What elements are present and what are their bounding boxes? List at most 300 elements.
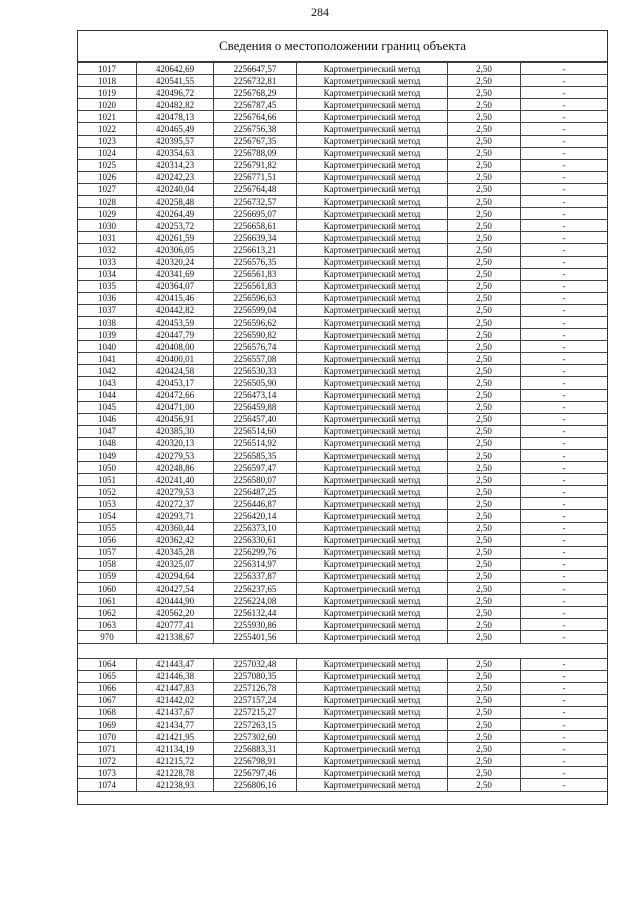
- accuracy-cell: 2,50: [448, 75, 521, 87]
- x-coordinate-cell: 420241,40: [137, 474, 214, 486]
- x-coordinate-cell: 420325,07: [137, 558, 214, 570]
- y-coordinate-cell: 2256580,07: [214, 474, 297, 486]
- table-row: [78, 111, 607, 123]
- y-coordinate-cell: 2256514,92: [214, 437, 297, 449]
- y-coordinate-cell: 2256314,97: [214, 558, 297, 570]
- method-cell: Картометрический метод: [297, 135, 448, 147]
- method-cell: Картометрический метод: [297, 111, 448, 123]
- point-number-cell: 1033: [78, 256, 137, 268]
- point-number-cell: 1062: [78, 607, 137, 619]
- description-cell: -: [521, 510, 608, 522]
- y-coordinate-cell: 2256514,60: [214, 425, 297, 437]
- point-number-cell: 1047: [78, 425, 137, 437]
- accuracy-cell: 2,50: [448, 631, 521, 643]
- method-cell: Картометрический метод: [297, 682, 448, 694]
- accuracy-cell: 2,50: [448, 159, 521, 171]
- description-cell: -: [521, 743, 608, 755]
- y-coordinate-cell: 2256788,09: [214, 147, 297, 159]
- table-row: [78, 196, 607, 208]
- y-coordinate-cell: 2256596,63: [214, 292, 297, 304]
- method-cell: Картометрический метод: [297, 99, 448, 111]
- y-coordinate-cell: 2255401,56: [214, 631, 297, 643]
- y-coordinate-cell: 2256585,35: [214, 450, 297, 462]
- x-coordinate-cell: 421446,38: [137, 670, 214, 682]
- y-coordinate-cell: 2256132,44: [214, 607, 297, 619]
- description-cell: -: [521, 232, 608, 244]
- accuracy-cell: 2,50: [448, 389, 521, 401]
- description-cell: -: [521, 183, 608, 195]
- y-coordinate-cell: 2256590,82: [214, 329, 297, 341]
- table-row: [78, 743, 607, 755]
- table-row: [78, 341, 607, 353]
- method-cell: Картометрический метод: [297, 570, 448, 582]
- table-row: [78, 208, 607, 220]
- y-coordinate-cell: 2257080,35: [214, 670, 297, 682]
- x-coordinate-cell: 421437,67: [137, 706, 214, 718]
- accuracy-cell: 2,50: [448, 135, 521, 147]
- y-coordinate-cell: 2256224,08: [214, 595, 297, 607]
- y-coordinate-cell: 2256732,57: [214, 196, 297, 208]
- accuracy-cell: 2,50: [448, 220, 521, 232]
- y-coordinate-cell: 2256597,47: [214, 462, 297, 474]
- x-coordinate-cell: 420261,59: [137, 232, 214, 244]
- x-coordinate-cell: 421442,02: [137, 694, 214, 706]
- x-coordinate-cell: 420253,72: [137, 220, 214, 232]
- method-cell: Картометрический метод: [297, 462, 448, 474]
- point-number-cell: 1046: [78, 413, 137, 425]
- y-coordinate-cell: 2257302,60: [214, 731, 297, 743]
- point-number-cell: 1018: [78, 75, 137, 87]
- x-coordinate-cell: 420360,44: [137, 522, 214, 534]
- x-coordinate-cell: 421228,78: [137, 767, 214, 779]
- y-coordinate-cell: 2255930,86: [214, 619, 297, 631]
- y-coordinate-cell: 2256787,45: [214, 99, 297, 111]
- x-coordinate-cell: 420320,24: [137, 256, 214, 268]
- y-coordinate-cell: 2256883,31: [214, 743, 297, 755]
- point-number-cell: 1022: [78, 123, 137, 135]
- point-number-cell: 1048: [78, 437, 137, 449]
- method-cell: Картометрический метод: [297, 607, 448, 619]
- table-row: [78, 135, 607, 147]
- x-coordinate-cell: 420306,05: [137, 244, 214, 256]
- method-cell: Картометрический метод: [297, 183, 448, 195]
- x-coordinate-cell: 420395,57: [137, 135, 214, 147]
- accuracy-cell: 2,50: [448, 583, 521, 595]
- description-cell: -: [521, 87, 608, 99]
- description-cell: -: [521, 682, 608, 694]
- accuracy-cell: 2,50: [448, 510, 521, 522]
- method-cell: Картометрический метод: [297, 731, 448, 743]
- table-row: [78, 658, 607, 670]
- coordinates-table: [78, 62, 607, 792]
- x-coordinate-cell: 421238,93: [137, 779, 214, 791]
- point-number-cell: 1049: [78, 450, 137, 462]
- x-coordinate-cell: 420408,00: [137, 341, 214, 353]
- y-coordinate-cell: 2257215,27: [214, 706, 297, 718]
- description-cell: -: [521, 256, 608, 268]
- x-coordinate-cell: 420442,82: [137, 304, 214, 316]
- table-row: [78, 280, 607, 292]
- y-coordinate-cell: 2256530,33: [214, 365, 297, 377]
- method-cell: Картометрический метод: [297, 743, 448, 755]
- table-row: [78, 232, 607, 244]
- accuracy-cell: 2,50: [448, 171, 521, 183]
- point-number-cell: 1069: [78, 718, 137, 730]
- accuracy-cell: 2,50: [448, 670, 521, 682]
- table-row: [78, 353, 607, 365]
- description-cell: -: [521, 377, 608, 389]
- point-number-cell: 1054: [78, 510, 137, 522]
- table-row: [78, 147, 607, 159]
- method-cell: Картометрический метод: [297, 87, 448, 99]
- x-coordinate-cell: 420427,54: [137, 583, 214, 595]
- y-coordinate-cell: 2256576,74: [214, 341, 297, 353]
- x-coordinate-cell: 420362,42: [137, 534, 214, 546]
- description-cell: -: [521, 304, 608, 316]
- table-row: [78, 486, 607, 498]
- y-coordinate-cell: 2256768,29: [214, 87, 297, 99]
- method-cell: Картометрический метод: [297, 171, 448, 183]
- accuracy-cell: 2,50: [448, 183, 521, 195]
- description-cell: -: [521, 462, 608, 474]
- description-cell: -: [521, 63, 608, 75]
- y-coordinate-cell: 2256459,88: [214, 401, 297, 413]
- description-cell: -: [521, 425, 608, 437]
- table-group-separator: [78, 643, 607, 658]
- description-cell: -: [521, 111, 608, 123]
- accuracy-cell: 2,50: [448, 377, 521, 389]
- description-cell: -: [521, 486, 608, 498]
- accuracy-cell: 2,50: [448, 462, 521, 474]
- description-cell: -: [521, 450, 608, 462]
- y-coordinate-cell: 2256771,51: [214, 171, 297, 183]
- method-cell: Картометрический метод: [297, 779, 448, 791]
- point-number-cell: 1063: [78, 619, 137, 631]
- description-cell: -: [521, 522, 608, 534]
- point-number-cell: 1038: [78, 316, 137, 328]
- accuracy-cell: 2,50: [448, 256, 521, 268]
- y-coordinate-cell: 2257157,24: [214, 694, 297, 706]
- accuracy-cell: 2,50: [448, 280, 521, 292]
- point-number-cell: 1058: [78, 558, 137, 570]
- description-cell: -: [521, 159, 608, 171]
- y-coordinate-cell: 2256767,35: [214, 135, 297, 147]
- x-coordinate-cell: 420294,64: [137, 570, 214, 582]
- description-cell: -: [521, 280, 608, 292]
- y-coordinate-cell: 2256797,46: [214, 767, 297, 779]
- x-coordinate-cell: 420456,91: [137, 413, 214, 425]
- y-coordinate-cell: 2256791,82: [214, 159, 297, 171]
- method-cell: Картометрический метод: [297, 437, 448, 449]
- description-cell: -: [521, 208, 608, 220]
- point-number-cell: 1034: [78, 268, 137, 280]
- point-number-cell: 1023: [78, 135, 137, 147]
- method-cell: Картометрический метод: [297, 474, 448, 486]
- method-cell: Картометрический метод: [297, 486, 448, 498]
- accuracy-cell: 2,50: [448, 147, 521, 159]
- description-cell: -: [521, 706, 608, 718]
- x-coordinate-cell: 421215,72: [137, 755, 214, 767]
- description-cell: -: [521, 292, 608, 304]
- point-number-cell: 1020: [78, 99, 137, 111]
- method-cell: Картометрический метод: [297, 694, 448, 706]
- description-cell: -: [521, 570, 608, 582]
- point-number-cell: 1051: [78, 474, 137, 486]
- point-number-cell: 1055: [78, 522, 137, 534]
- table-row: [78, 558, 607, 570]
- x-coordinate-cell: 420240,04: [137, 183, 214, 195]
- point-number-cell: 1036: [78, 292, 137, 304]
- y-coordinate-cell: 2256561,83: [214, 280, 297, 292]
- point-number-cell: 1029: [78, 208, 137, 220]
- accuracy-cell: 2,50: [448, 706, 521, 718]
- x-coordinate-cell: 420279,53: [137, 450, 214, 462]
- description-cell: -: [521, 329, 608, 341]
- method-cell: Картометрический метод: [297, 595, 448, 607]
- table-row: [78, 694, 607, 706]
- x-coordinate-cell: 420314,23: [137, 159, 214, 171]
- point-number-cell: 1070: [78, 731, 137, 743]
- table-row: [78, 268, 607, 280]
- description-cell: -: [521, 595, 608, 607]
- description-cell: -: [521, 718, 608, 730]
- accuracy-cell: 2,50: [448, 111, 521, 123]
- point-number-cell: 1042: [78, 365, 137, 377]
- x-coordinate-cell: 420364,07: [137, 280, 214, 292]
- y-coordinate-cell: 2256473,14: [214, 389, 297, 401]
- x-coordinate-cell: 420444,90: [137, 595, 214, 607]
- y-coordinate-cell: 2256557,08: [214, 353, 297, 365]
- y-coordinate-cell: 2256798,91: [214, 755, 297, 767]
- accuracy-cell: 2,50: [448, 304, 521, 316]
- point-number-cell: 1026: [78, 171, 137, 183]
- description-cell: -: [521, 365, 608, 377]
- accuracy-cell: 2,50: [448, 99, 521, 111]
- accuracy-cell: 2,50: [448, 232, 521, 244]
- description-cell: -: [521, 413, 608, 425]
- method-cell: Картометрический метод: [297, 341, 448, 353]
- point-number-cell: 1040: [78, 341, 137, 353]
- table-row: [78, 123, 607, 135]
- accuracy-cell: 2,50: [448, 779, 521, 791]
- point-number-cell: 1068: [78, 706, 137, 718]
- method-cell: Картометрический метод: [297, 244, 448, 256]
- y-coordinate-cell: 2256639,34: [214, 232, 297, 244]
- method-cell: Картометрический метод: [297, 220, 448, 232]
- method-cell: Картометрический метод: [297, 63, 448, 75]
- method-cell: Картометрический метод: [297, 619, 448, 631]
- table-row: [78, 670, 607, 682]
- method-cell: Картометрический метод: [297, 413, 448, 425]
- table-row: [78, 99, 607, 111]
- description-cell: -: [521, 546, 608, 558]
- x-coordinate-cell: 420345,28: [137, 546, 214, 558]
- method-cell: Картометрический метод: [297, 365, 448, 377]
- table-row: [78, 718, 607, 730]
- table-row: [78, 450, 607, 462]
- method-cell: Картометрический метод: [297, 583, 448, 595]
- accuracy-cell: 2,50: [448, 755, 521, 767]
- accuracy-cell: 2,50: [448, 474, 521, 486]
- point-number-cell: 1024: [78, 147, 137, 159]
- method-cell: Картометрический метод: [297, 196, 448, 208]
- point-number-cell: 1019: [78, 87, 137, 99]
- point-number-cell: 1059: [78, 570, 137, 582]
- table-row: [78, 607, 607, 619]
- table-row: [78, 437, 607, 449]
- table-row: [78, 304, 607, 316]
- y-coordinate-cell: 2256420,14: [214, 510, 297, 522]
- x-coordinate-cell: 420258,48: [137, 196, 214, 208]
- accuracy-cell: 2,50: [448, 316, 521, 328]
- accuracy-cell: 2,50: [448, 486, 521, 498]
- x-coordinate-cell: 420341,69: [137, 268, 214, 280]
- accuracy-cell: 2,50: [448, 425, 521, 437]
- table-row: [78, 619, 607, 631]
- method-cell: Картометрический метод: [297, 670, 448, 682]
- y-coordinate-cell: 2256732,81: [214, 75, 297, 87]
- y-coordinate-cell: 2256596,62: [214, 316, 297, 328]
- description-cell: -: [521, 670, 608, 682]
- y-coordinate-cell: 2256505,90: [214, 377, 297, 389]
- point-number-cell: 1043: [78, 377, 137, 389]
- accuracy-cell: 2,50: [448, 196, 521, 208]
- x-coordinate-cell: 420242,23: [137, 171, 214, 183]
- x-coordinate-cell: 420447,79: [137, 329, 214, 341]
- accuracy-cell: 2,50: [448, 619, 521, 631]
- table-row: [78, 329, 607, 341]
- method-cell: Картометрический метод: [297, 353, 448, 365]
- x-coordinate-cell: 420248,86: [137, 462, 214, 474]
- description-cell: -: [521, 171, 608, 183]
- method-cell: Картометрический метод: [297, 316, 448, 328]
- table-row: [78, 220, 607, 232]
- method-cell: Картометрический метод: [297, 718, 448, 730]
- y-coordinate-cell: 2256337,87: [214, 570, 297, 582]
- description-cell: -: [521, 401, 608, 413]
- y-coordinate-cell: 2257126,78: [214, 682, 297, 694]
- x-coordinate-cell: 420264,49: [137, 208, 214, 220]
- description-cell: -: [521, 558, 608, 570]
- method-cell: Картометрический метод: [297, 389, 448, 401]
- point-number-cell: 1072: [78, 755, 137, 767]
- y-coordinate-cell: 2256299,76: [214, 546, 297, 558]
- point-number-cell: 1057: [78, 546, 137, 558]
- accuracy-cell: 2,50: [448, 341, 521, 353]
- table-row: [78, 159, 607, 171]
- x-coordinate-cell: 420777,41: [137, 619, 214, 631]
- accuracy-cell: 2,50: [448, 558, 521, 570]
- method-cell: Картометрический метод: [297, 304, 448, 316]
- point-number-cell: 1037: [78, 304, 137, 316]
- point-number-cell: 1041: [78, 353, 137, 365]
- point-number-cell: 1073: [78, 767, 137, 779]
- description-cell: -: [521, 341, 608, 353]
- method-cell: Картометрический метод: [297, 631, 448, 643]
- method-cell: Картометрический метод: [297, 534, 448, 546]
- accuracy-cell: 2,50: [448, 607, 521, 619]
- y-coordinate-cell: 2256576,35: [214, 256, 297, 268]
- accuracy-cell: 2,50: [448, 743, 521, 755]
- accuracy-cell: 2,50: [448, 595, 521, 607]
- x-coordinate-cell: 420354,63: [137, 147, 214, 159]
- x-coordinate-cell: 421434,77: [137, 718, 214, 730]
- method-cell: Картометрический метод: [297, 159, 448, 171]
- method-cell: Картометрический метод: [297, 208, 448, 220]
- point-number-cell: 1056: [78, 534, 137, 546]
- point-number-cell: 1052: [78, 486, 137, 498]
- method-cell: Картометрический метод: [297, 546, 448, 558]
- description-cell: -: [521, 767, 608, 779]
- point-number-cell: 1017: [78, 63, 137, 75]
- table-row: [78, 779, 607, 791]
- method-cell: Картометрический метод: [297, 767, 448, 779]
- table-row: [78, 767, 607, 779]
- table-row: [78, 583, 607, 595]
- method-cell: Картометрический метод: [297, 329, 448, 341]
- point-number-cell: 1027: [78, 183, 137, 195]
- x-coordinate-cell: 420293,71: [137, 510, 214, 522]
- table-row: [78, 595, 607, 607]
- point-number-cell: 1071: [78, 743, 137, 755]
- x-coordinate-cell: 420272,37: [137, 498, 214, 510]
- description-cell: -: [521, 779, 608, 791]
- table-row: [78, 183, 607, 195]
- point-number-cell: 1060: [78, 583, 137, 595]
- point-number-cell: 1061: [78, 595, 137, 607]
- point-number-cell: 1045: [78, 401, 137, 413]
- table-row: [78, 706, 607, 718]
- method-cell: Картометрический метод: [297, 450, 448, 462]
- description-cell: -: [521, 474, 608, 486]
- method-cell: Картометрический метод: [297, 706, 448, 718]
- y-coordinate-cell: 2256487,25: [214, 486, 297, 498]
- table-row: [78, 631, 607, 643]
- accuracy-cell: 2,50: [448, 718, 521, 730]
- x-coordinate-cell: 420320,13: [137, 437, 214, 449]
- table-row: [78, 75, 607, 87]
- x-coordinate-cell: 420279,53: [137, 486, 214, 498]
- y-coordinate-cell: 2256695,07: [214, 208, 297, 220]
- method-cell: Картометрический метод: [297, 75, 448, 87]
- table-row: [78, 401, 607, 413]
- table-row: [78, 570, 607, 582]
- method-cell: Картометрический метод: [297, 377, 448, 389]
- x-coordinate-cell: 420400,01: [137, 353, 214, 365]
- table-row: [78, 498, 607, 510]
- method-cell: Картометрический метод: [297, 510, 448, 522]
- x-coordinate-cell: 421447,83: [137, 682, 214, 694]
- table-row: [78, 462, 607, 474]
- accuracy-cell: 2,50: [448, 437, 521, 449]
- table-row: [78, 534, 607, 546]
- x-coordinate-cell: 420541,55: [137, 75, 214, 87]
- point-number-cell: 1064: [78, 658, 137, 670]
- x-coordinate-cell: 420424,58: [137, 365, 214, 377]
- accuracy-cell: 2,50: [448, 365, 521, 377]
- method-cell: Картометрический метод: [297, 147, 448, 159]
- table-row: [78, 510, 607, 522]
- point-number-cell: 1035: [78, 280, 137, 292]
- y-coordinate-cell: 2256764,48: [214, 183, 297, 195]
- y-coordinate-cell: 2256647,57: [214, 63, 297, 75]
- accuracy-cell: 2,50: [448, 413, 521, 425]
- accuracy-cell: 2,50: [448, 401, 521, 413]
- y-coordinate-cell: 2256599,04: [214, 304, 297, 316]
- description-cell: -: [521, 353, 608, 365]
- method-cell: Картометрический метод: [297, 232, 448, 244]
- y-coordinate-cell: 2256561,83: [214, 268, 297, 280]
